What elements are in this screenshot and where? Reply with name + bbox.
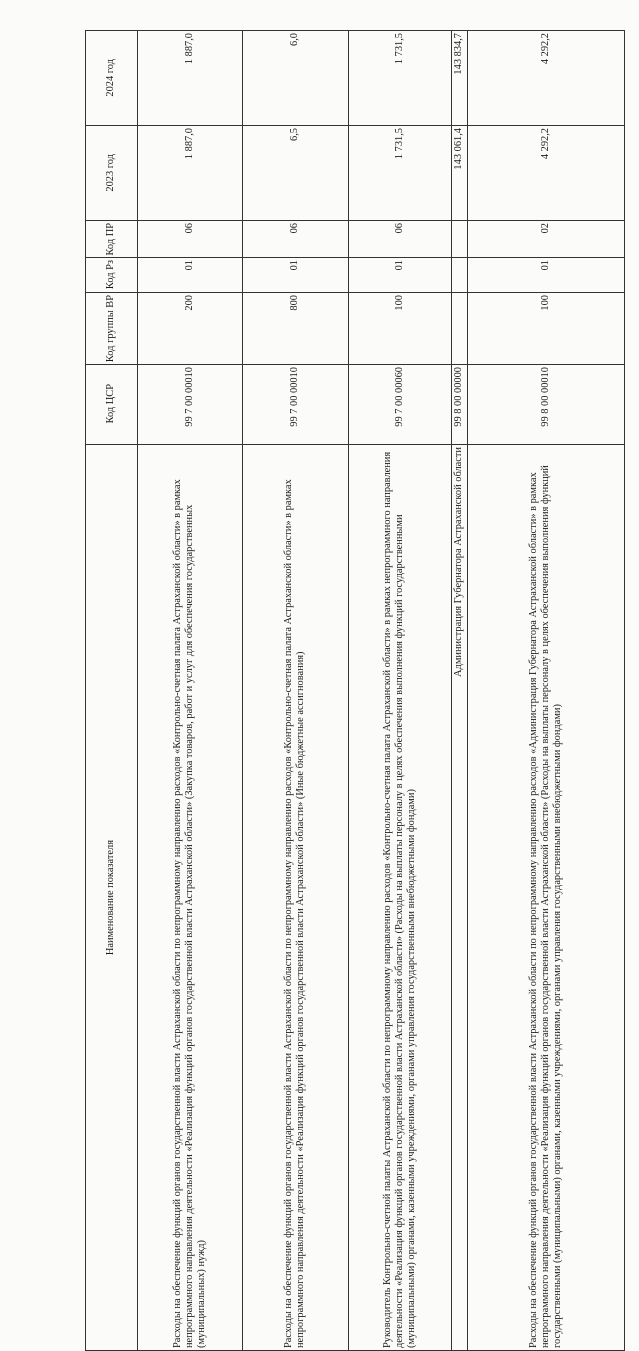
- value-cell: [348, 126, 451, 221]
- cell-text: 143 061,4: [452, 126, 466, 172]
- cell-text: 6,0: [288, 31, 302, 48]
- cell-text: 1 887,0: [183, 31, 197, 66]
- value-cell: [348, 31, 451, 126]
- cell-text: 2024 год: [104, 57, 118, 99]
- field-row-pr: [86, 221, 625, 258]
- value-cell: [452, 364, 468, 444]
- cell-text: непрограммному направлению расходов «Контрольно-счетная палата Астраханской области» в рамках непрограммного направления деятельности «Реализация функций органов государственной власти: [282, 445, 308, 1350]
- value-cell: [243, 126, 349, 221]
- cell-text: 06: [183, 221, 197, 235]
- field-row-vr: [86, 292, 625, 364]
- cell-text: 01: [539, 258, 553, 272]
- cell-text: 99 7 00 00010: [183, 365, 197, 429]
- cell-text: 02: [539, 221, 553, 235]
- value-cell: [137, 292, 243, 364]
- value-cell: [467, 364, 624, 444]
- row-name-cell: [348, 444, 451, 1350]
- cell-text: 143 834,7: [452, 31, 466, 77]
- value-cell: [452, 126, 468, 221]
- cell-text: 06: [393, 221, 407, 235]
- cell-text: 99 8 00 00000: [452, 365, 466, 429]
- value-cell: [137, 364, 243, 444]
- value-cell: [467, 126, 624, 221]
- value-cell: [137, 221, 243, 258]
- cell-text: Наименование показателя: [104, 838, 118, 957]
- budget-table: [85, 30, 625, 1351]
- row-name-cell: [243, 444, 349, 1350]
- cell-text: 200: [183, 293, 197, 313]
- value-cell: [452, 258, 468, 292]
- cell-text: 01: [393, 258, 407, 272]
- value-cell: [467, 258, 624, 292]
- cell-text: 100: [393, 293, 407, 313]
- row-name-cell: [137, 444, 243, 1350]
- cell-text: 99 7 00 00060: [393, 365, 407, 429]
- column-header: [86, 444, 138, 1350]
- cell-text: 100: [539, 293, 553, 313]
- cell-text: 2023 год: [104, 152, 118, 194]
- cell-text: Код ПР: [104, 221, 118, 257]
- value-cell: [452, 292, 468, 364]
- value-cell: [467, 221, 624, 258]
- field-row-csr: [86, 364, 625, 444]
- row-name-cell: [452, 444, 468, 1350]
- value-cell: [137, 126, 243, 221]
- cell-text: 06: [288, 221, 302, 235]
- value-cell: [348, 292, 451, 364]
- field-row-y2023: [86, 126, 625, 221]
- cell-text: Код ЦСР: [104, 382, 118, 425]
- cell-text: Руководитель Контрольно-счетной палаты Астраханской области по непрограммному направлению расходов «Контрольно-счетная палата Астраханской области» в рамках непрограммного направления деятельности «Реализация функций органов государственной власти Астраханской области» (Расходы на выплаты персоналу в целях обеспечения выполнения функций государственными (муниципальными) органами, казенными учреждениями, органами управления государственными внебюджетными фондами): [381, 445, 419, 1350]
- column-header: [86, 31, 138, 126]
- value-cell: [243, 221, 349, 258]
- column-header: [86, 258, 138, 292]
- cell-text: 4 292,2: [539, 31, 553, 66]
- row-name-cell: [467, 444, 624, 1350]
- cell-text: 6,5: [288, 126, 302, 143]
- cell-text: Администрация Губернатора Астраханской области: [452, 445, 466, 679]
- value-cell: [243, 31, 349, 126]
- cell-text: [458, 258, 460, 262]
- value-cell: [467, 31, 624, 126]
- budget-table-frame: [85, 30, 502, 890]
- cell-text: Код Рз: [104, 258, 118, 291]
- value-cell: [348, 221, 451, 258]
- cell-text: 1 887,0: [183, 126, 197, 161]
- value-cell: [137, 31, 243, 126]
- value-cell: [452, 31, 468, 126]
- cell-text: Расходы на обеспечение функций органов государственной власти Астраханской области по непрограммному направлению расходов «Администрация Губернатора Астраханской области» в рамках непрограммного направления деятельности «Реализация функций органов государственной власти Астраханской области» (Расходы на выплаты персоналу в целях обеспечения выполнения функций государственными (муниципальными) органами, казенными учреждениями, органами управления государственными внебюджетными фондами): [527, 445, 565, 1350]
- field-row-rz: [86, 258, 625, 292]
- cell-text: 800: [288, 293, 302, 313]
- value-cell: [243, 258, 349, 292]
- column-header: [86, 292, 138, 364]
- column-header: [86, 364, 138, 444]
- column-header: [86, 221, 138, 258]
- cell-text: 1 731,5: [393, 126, 407, 161]
- value-cell: [243, 292, 349, 364]
- cell-text: 01: [183, 258, 197, 272]
- value-cell: [348, 364, 451, 444]
- column-header: [86, 126, 138, 221]
- field-row-y2024: [86, 31, 625, 126]
- value-cell: [467, 292, 624, 364]
- cell-text: Код группы ВР: [104, 293, 118, 364]
- value-cell: [348, 258, 451, 292]
- field-row-name: [86, 444, 625, 1350]
- cell-text: 1 731,5: [393, 31, 407, 66]
- value-cell: [243, 364, 349, 444]
- cell-text: [458, 293, 460, 297]
- cell-text: непрограммному направлению расходов «Контрольно-счетная палата Астраханской области» в рамках непрограммного направления деятельности «Реализация функций органов государственной власти (муниципальных) нужд): [171, 445, 209, 1350]
- cell-text: 99 7 00 00010: [288, 365, 302, 429]
- value-cell: [137, 258, 243, 292]
- value-cell: [452, 221, 468, 258]
- cell-text: 99 8 00 00010: [539, 365, 553, 429]
- cell-text: 01: [288, 258, 302, 272]
- cell-text: 4 292,2: [539, 126, 553, 161]
- cell-text: [458, 221, 460, 225]
